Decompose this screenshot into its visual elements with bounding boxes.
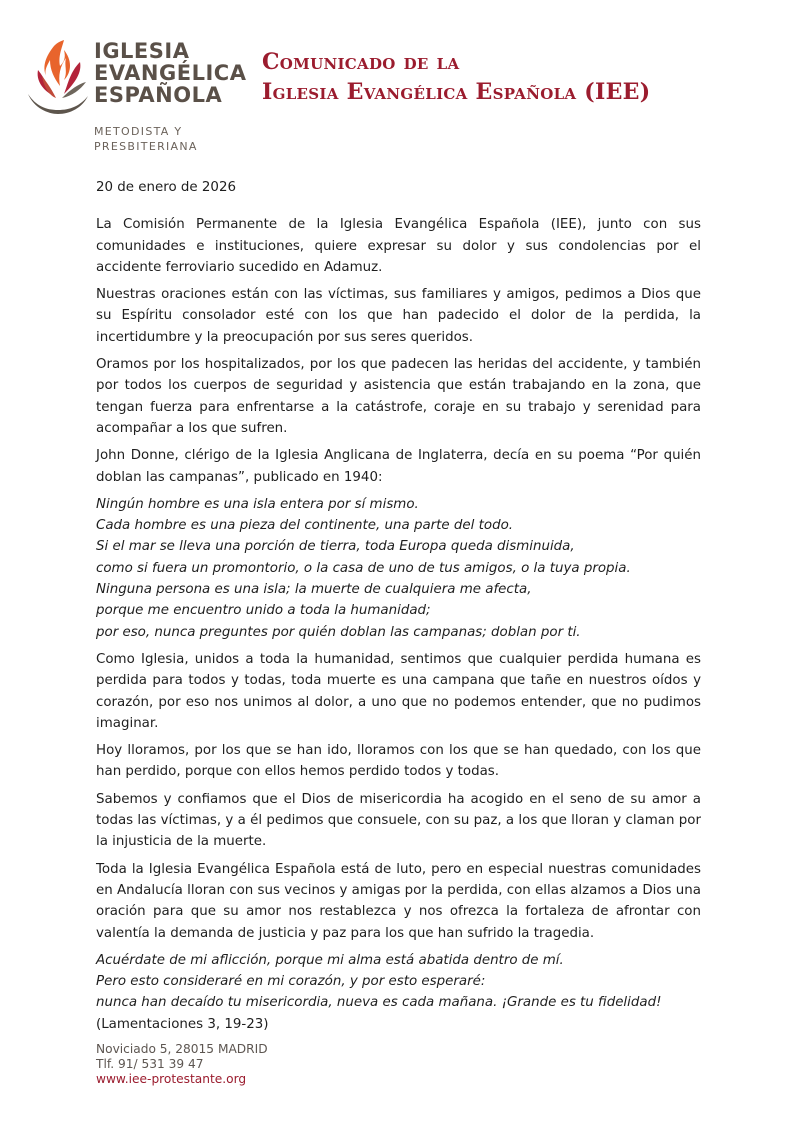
document-date: 20 de enero de 2026 — [96, 180, 236, 195]
poem-line: porque me encuentro unido a toda la humanidad; — [96, 603, 431, 619]
scripture-line: Pero esto consideraré en mi corazón, y por esto esperaré: — [96, 974, 486, 990]
church-logo — [24, 36, 254, 161]
paragraph: Nuestras oraciones están con las víctimas, sus familiares y amigos, pedimos a Dios que su Espíritu consolador esté con los que han padecido el dolor de la perdida, la incertidumbre y la preocupación por sus seres queridos. — [96, 287, 701, 345]
document-title — [262, 47, 650, 107]
scripture-reference: (Lamentaciones 3, 19-23) — [96, 1016, 269, 1032]
website-link[interactable]: www.iee-protestante.org — [96, 1072, 247, 1086]
paragraph: Oramos por los hospitalizados, por los que padecen las heridas del accidente, y también por todos los cuerpos de seguridad y asistencia que están trabajando en la zona, que tengan fuerza para enfrentarse a la catástrofe, coraje en su trabajo y serenidad para acompañar a los que sufren. — [96, 357, 701, 436]
logo-name-line: EVANGÉLICA — [94, 61, 247, 85]
logo-name-line: ESPAÑOLA — [94, 83, 223, 107]
document-body — [96, 177, 701, 1035]
footer-address: Noviciado 5, 28015 MADRID — [96, 1042, 268, 1056]
footer-phone: Tlf. 91/ 531 39 47 — [96, 1057, 204, 1071]
logo-subtitle-line: METODISTA Y — [94, 125, 183, 138]
paragraph: Hoy lloramos, por los que se han ido, lloramos con los que se han quedado, con los que han perdido, porque con ellos hemos perdido todos y todas. — [96, 743, 701, 780]
title-line: Comunicado de la — [262, 49, 460, 75]
logo-name-line: IGLESIA — [94, 39, 190, 63]
paragraph: La Comisión Permanente de la Iglesia Evangélica Española (IEE), junto con sus comunidades e instituciones, quiere expresar su dolor y sus condolencias por el accidente ferroviario sucedido en Adamuz. — [96, 217, 701, 275]
scripture-quote — [96, 950, 701, 1014]
logo-subtitle — [94, 124, 198, 154]
scripture-line: nunca han decaído tu misericordia, nueva es cada mañana. ¡Grande es tu fidelidad! — [96, 995, 662, 1011]
poem-line: Si el mar se lleva una porción de tierra, toda Europa queda disminuida, — [96, 539, 575, 555]
scripture-line: Acuérdate de mi aflicción, porque mi alma está abatida dentro de mí. — [96, 952, 564, 968]
poem-line: como si fuera un promontorio, o la casa de uno de tus amigos, o la tuya propia. — [96, 560, 631, 576]
poem-line: Cada hombre es una pieza del continente, una parte del todo. — [96, 518, 514, 534]
paragraph: John Donne, clérigo de la Iglesia Anglicana de Inglaterra, decía en su poema “Por quién doblan las campanas”, publicado en 1940: — [96, 448, 701, 485]
poem-line: Ningún hombre es una isla entera por sí mismo. — [96, 496, 419, 512]
poem-line: Ninguna persona es una isla; la muerte de cualquiera me afecta, — [96, 582, 532, 598]
poem-line: por eso, nunca preguntes por quién doblan las campanas; doblan por ti. — [96, 624, 581, 640]
flame-icon — [24, 36, 90, 114]
poem-quote — [96, 494, 701, 643]
paragraph: Como Iglesia, unidos a toda la humanidad, sentimos que cualquier perdida humana es perdida para todos y todas, toda muerte es una campana que tañe en nuestros oídos y corazón, por eso nos unimos al dolor, a uno que no podemos entender, que no pudimos imaginar. — [96, 651, 701, 731]
paragraph: Toda la Iglesia Evangélica Española está de luto, pero en especial nuestras comunidades en Andalucía lloran con sus vecinos y amigas por la perdida, con ellas alzamos a Dios una oración para que su amor nos restablezca y nos ofrezca la fortaleza de afrontar con valentía la demanda de justicia y paz para los que han sufrido la tragedia. — [96, 861, 701, 941]
title-line: Iglesia Evangélica Española (IEE) — [262, 79, 651, 105]
paragraph: Sabemos y confiamos que el Dios de misericordia ha acogido en el seno de su amor a todas las víctimas, y a él pedimos que consuele, con su paz, a los que lloran y claman por la injusticia de la muerte. — [96, 791, 701, 850]
logo-subtitle-line: PRESBITERIANA — [94, 140, 198, 153]
footer-contact — [96, 1042, 268, 1087]
logo-wordmark — [94, 40, 246, 106]
